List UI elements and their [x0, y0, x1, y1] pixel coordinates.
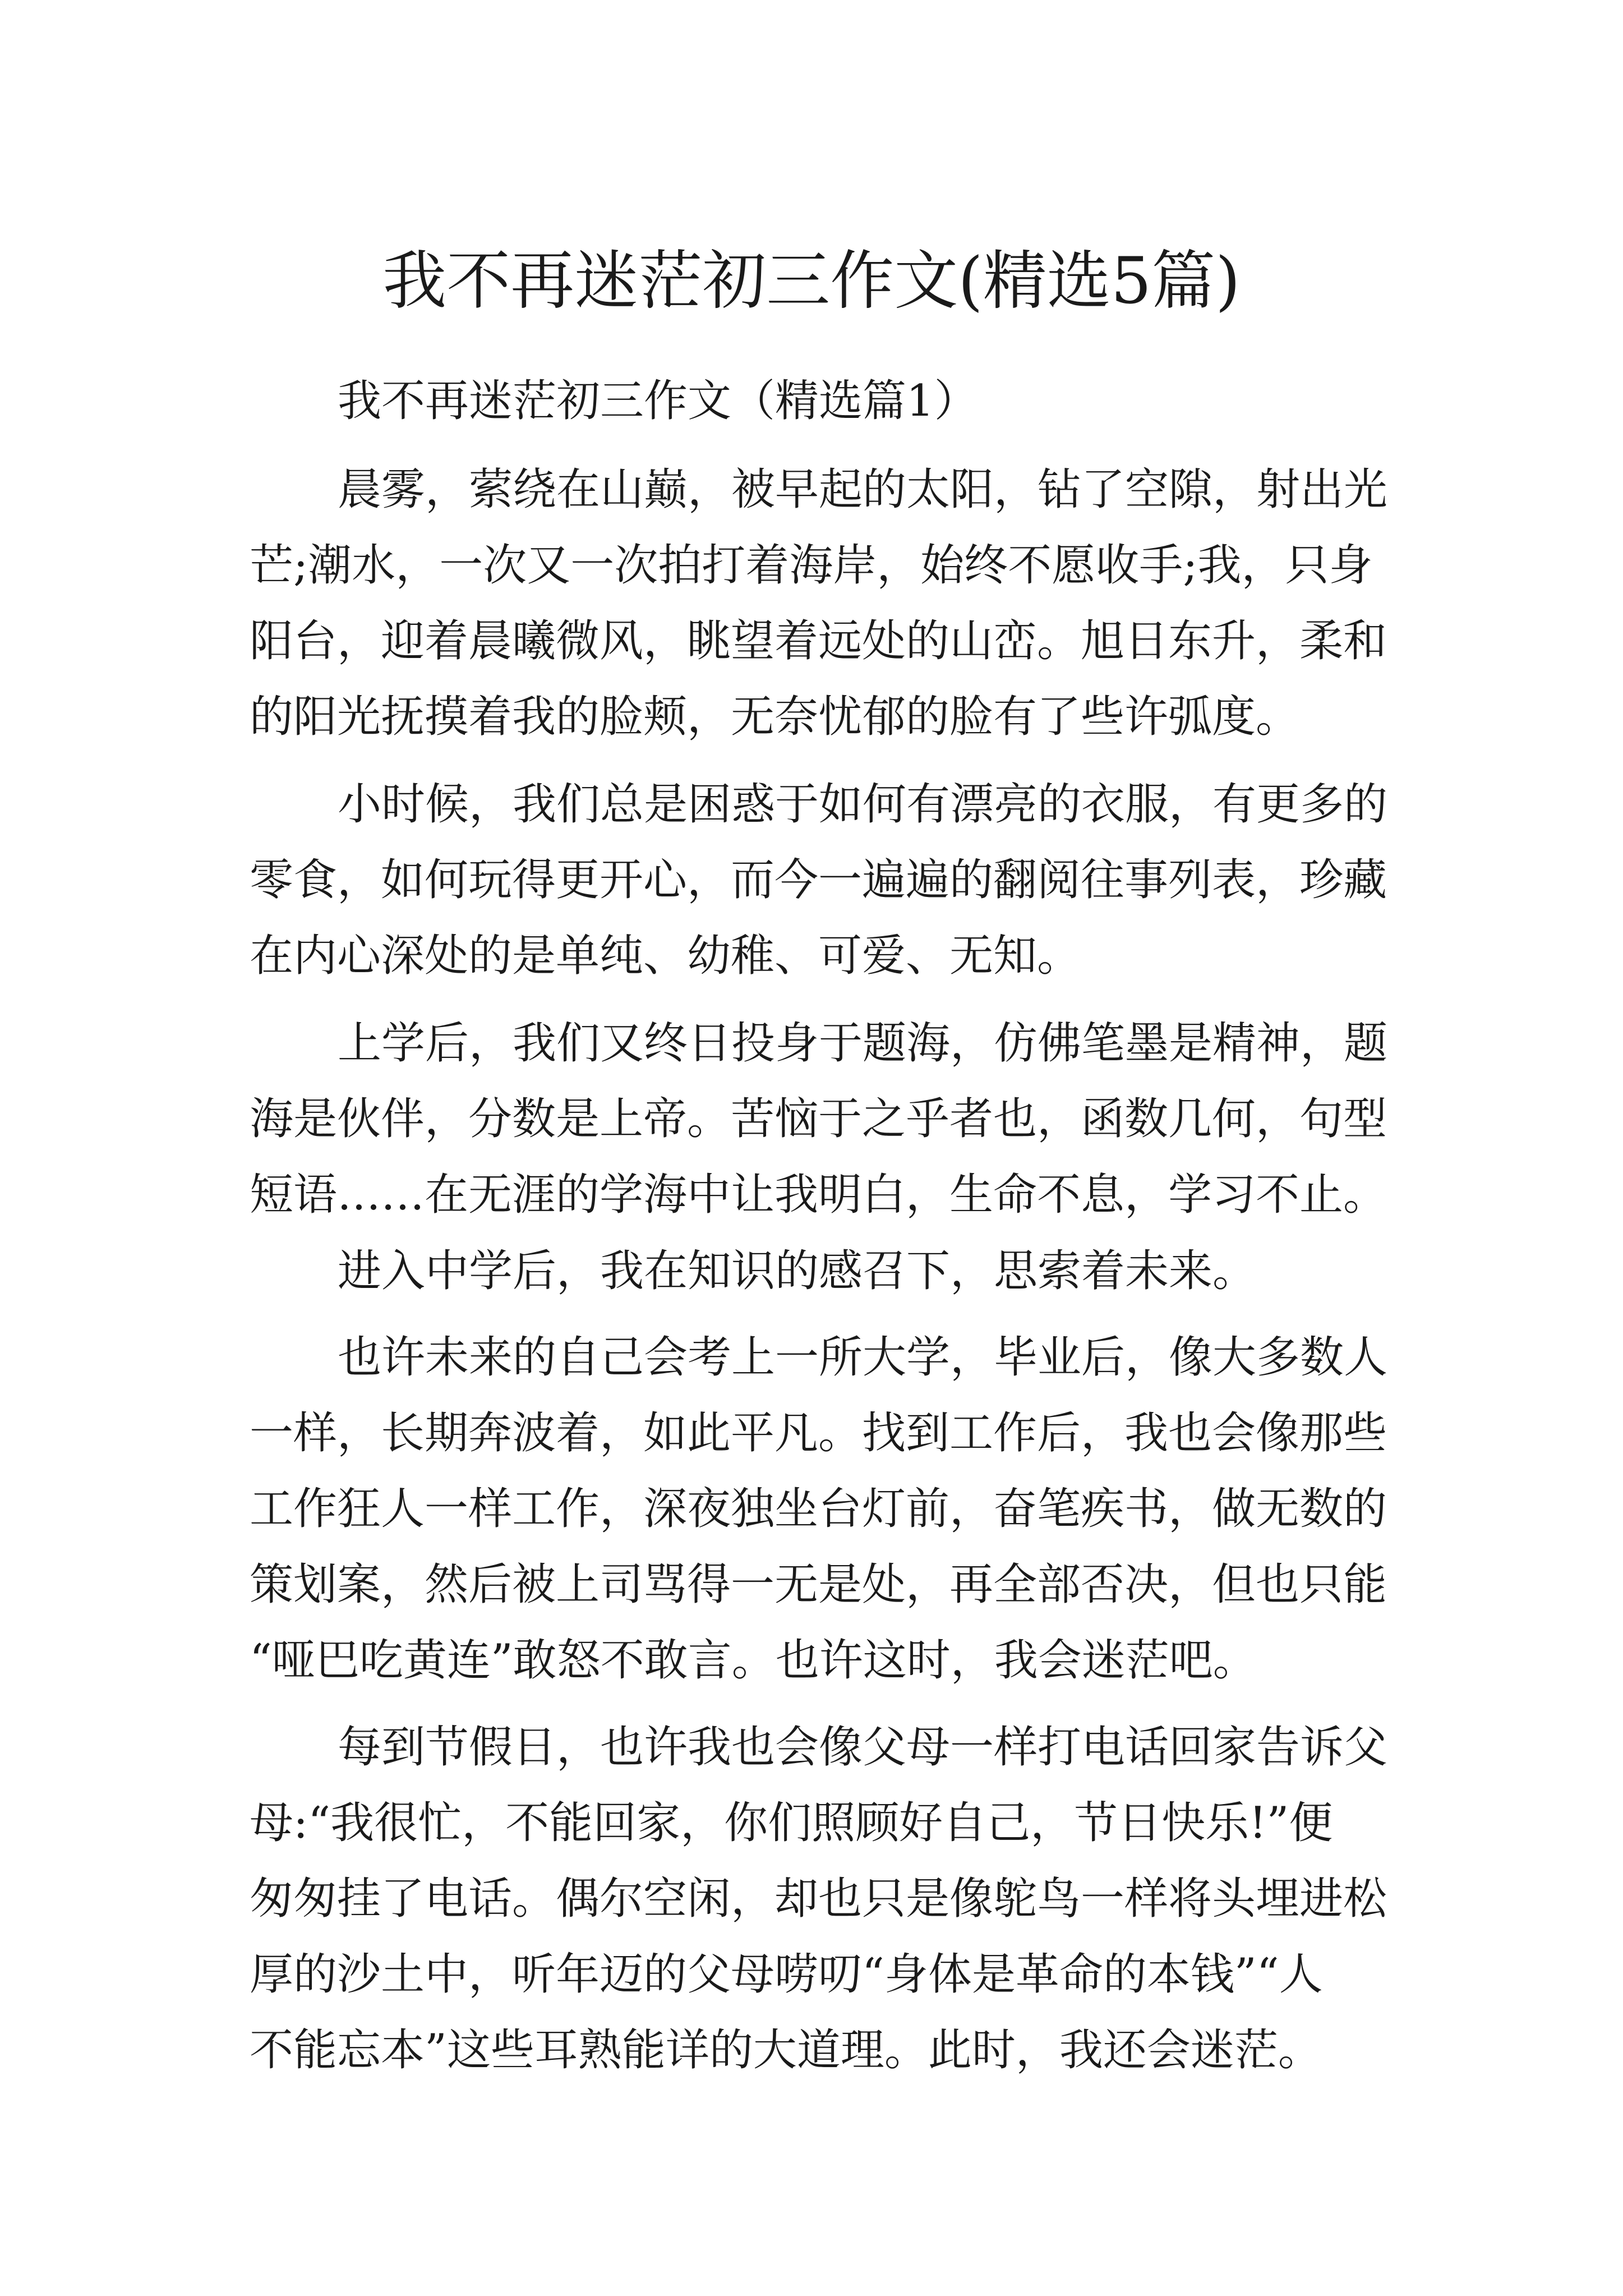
paragraph-line: 也许未来的自己会考上一所大学，毕业后，像大多数人	[338, 1332, 1388, 1383]
paragraph-line: 匆匆挂了电话。偶尔空闲，却也只是像鸵鸟一样将头埋进松	[250, 1874, 1387, 1924]
paragraph-line: 芒;潮水，一次又一次拍打着海岸，始终不愿收手;我，只身	[250, 540, 1373, 591]
paragraph-line: 母:“我很忙，不能回家，你们照顾好自己，节日快乐!”便	[250, 1798, 1333, 1848]
paragraph-line: 短语……在无涯的学海中让我明白，生命不息，学习不止。	[250, 1170, 1387, 1220]
paragraph-line: 小时候，我们总是困惑于如何有漂亮的衣服，有更多的	[338, 779, 1388, 830]
paragraph-line: “哑巴吃黄连”敢怒不敢言。也许这时，我会迷茫吧。	[250, 1635, 1257, 1686]
paragraph-line: 进入中学后，我在知识的感召下，思索着未来。	[338, 1246, 1257, 1296]
paragraph-line: 上学后，我们又终日投身于题海，仿佛笔墨是精神，题	[338, 1018, 1388, 1069]
paragraph-line: 阳台，迎着晨曦微风，眺望着远处的山峦。旭日东升，柔和	[250, 616, 1387, 666]
paragraph-line: 不能忘本”这些耳熟能详的大道理。此时，我还会迷茫。	[250, 2025, 1322, 2076]
paragraph-line: 每到节假日，也许我也会像父母一样打电话回家告诉父	[338, 1722, 1388, 1773]
paragraph-line: 工作狂人一样工作，深夜独坐台灯前，奋笔疾书，做无数的	[250, 1484, 1387, 1534]
paragraph-line: 厚的沙土中，听年迈的父母唠叨“身体是革命的本钱”“人	[250, 1949, 1323, 2000]
paragraph-line: 的阳光抚摸着我的脸颊，无奈忧郁的脸有了些许弧度。	[250, 692, 1300, 742]
document-title: 我不再迷茫初三作文(精选5篇)	[382, 243, 1241, 319]
paragraph-line: 零食，如何玩得更开心，而今一遍遍的翻阅往事列表，珍藏	[250, 855, 1387, 905]
paragraph-line: 在内心深处的是单纯、幼稚、可爱、无知。	[250, 931, 1081, 981]
paragraph-line: 晨雾，萦绕在山巅，被早起的太阳，钻了空隙，射出光	[338, 464, 1388, 515]
paragraph-line: 一样，长期奔波着，如此平凡。找到工作后，我也会像那些	[250, 1408, 1387, 1458]
paragraph-line: 海是伙伴，分数是上帝。苦恼于之乎者也，函数几何，句型	[250, 1094, 1387, 1144]
paragraph-line: 策划案，然后被上司骂得一无是处，再全部否决，但也只能	[250, 1559, 1387, 1610]
section-heading: 我不再迷茫初三作文（精选篇1）	[338, 376, 978, 426]
